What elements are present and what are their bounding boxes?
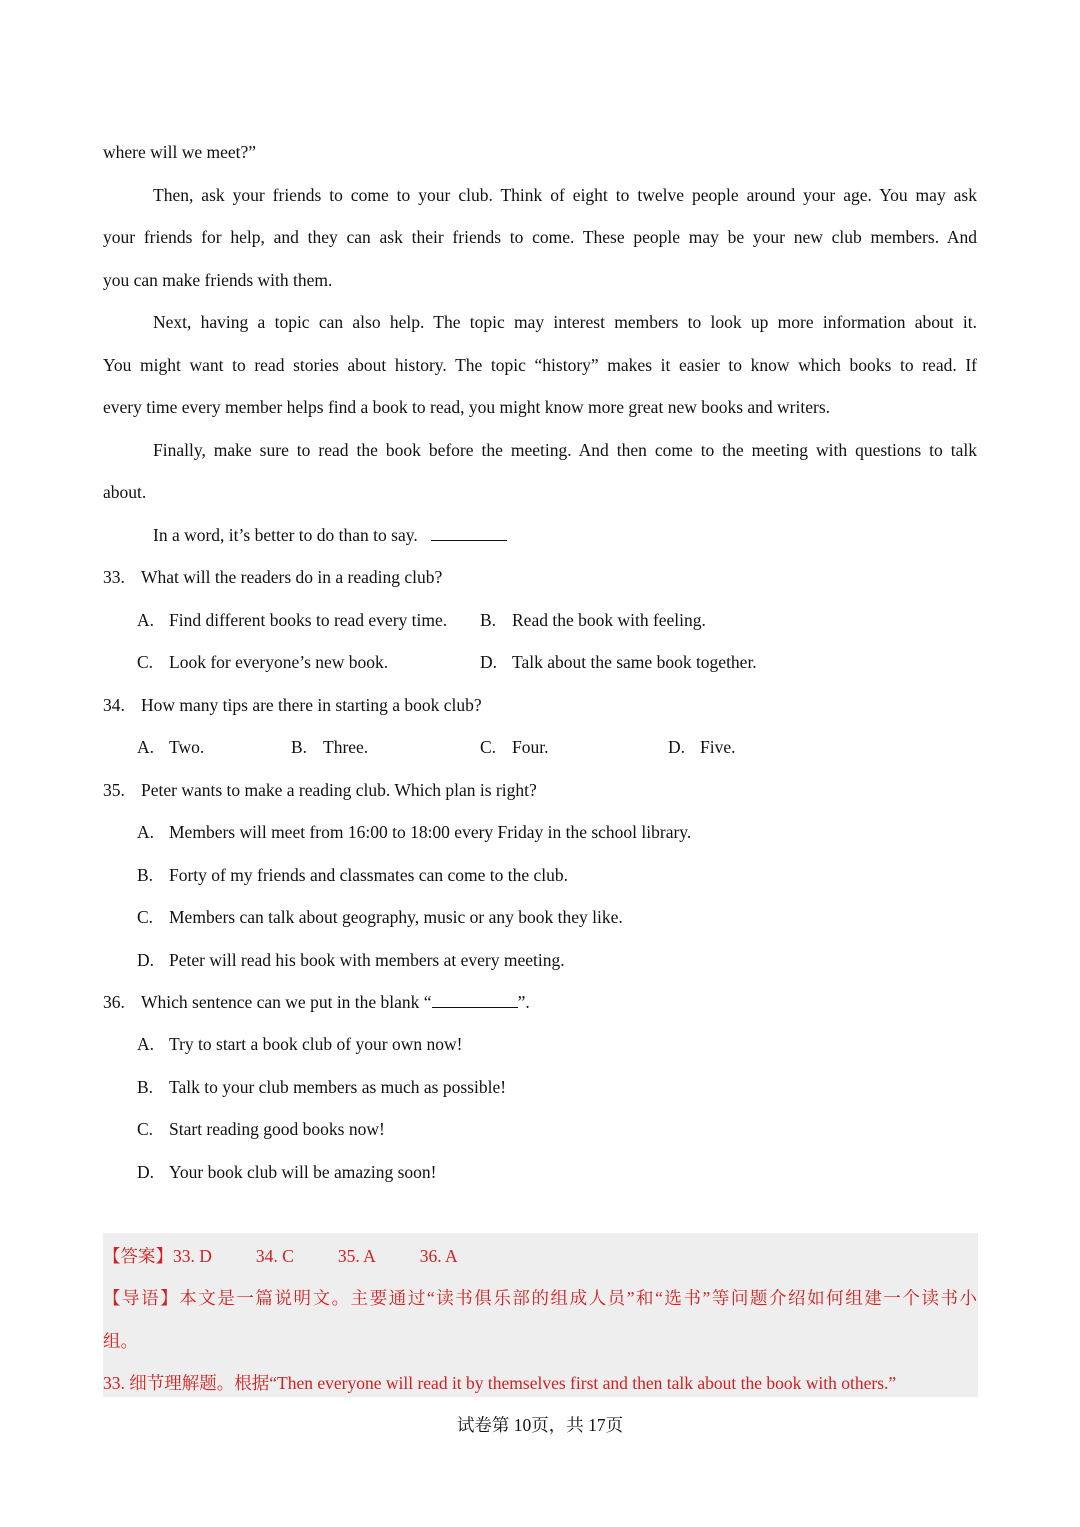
option-letter: D. [137,1162,155,1182]
option-letter: A. [137,737,155,757]
answer-36: 36. A [419,1246,458,1266]
option-text: Talk about the same book together. [512,652,757,672]
question-blank [432,993,518,1008]
explanation-33: 33. 细节理解题。根据“Then everyone will read it by themselves first and then talk about the book with others.” [103,1373,897,1393]
q34-option-b [291,736,368,758]
q34-option-c [480,736,548,758]
option-text: Four. [512,737,549,757]
option-text: Members will meet from 16:00 to 18:00 every Friday in the school library. [169,822,692,842]
question-number: 34. [103,695,125,715]
option-letter: B. [137,1077,154,1097]
answer-blank [431,526,507,541]
option-text: Try to start a book club of your own now! [169,1034,463,1054]
guide-line-1 [103,1287,977,1309]
page-footer: 试卷第 10页，共 17页 [456,1415,624,1435]
option-text: Read the book with feeling. [512,610,706,630]
q36-option-a [137,1033,462,1055]
option-text: Peter will read his book with members at every meeting. [169,950,565,970]
passage-line-9: about. [103,482,147,502]
question-number: 35. [103,780,125,800]
option-letter: C. [480,737,497,757]
passage-closing-sentence: In a word, it’s better to do than to say. [153,525,418,545]
passage-line-3: your friends for help, and they can ask their friends to come. These people may be your new club members. And [103,227,977,247]
q35-option-c [137,906,623,928]
q35-option-d [137,949,565,971]
question-number: 36. [103,992,125,1012]
option-letter: D. [668,737,686,757]
question-number: 33. [103,567,125,587]
answer-key-line [103,1245,458,1267]
q36-option-b [137,1076,506,1098]
q36-option-c [137,1118,385,1140]
answer-34: 34. C [255,1246,294,1266]
question-text: How many tips are there in starting a book club? [141,695,482,715]
option-text: Look for everyone’s new book. [169,652,389,672]
question-text-end: ”. [517,992,530,1012]
question-33 [103,566,442,588]
q34-option-a [137,736,204,758]
passage-line-8: Finally, make sure to read the book before the meeting. And then come to the meeting with questions to talk [153,440,977,460]
option-letter: D. [480,652,498,672]
question-35 [103,779,537,801]
answer-35: 35. A [337,1246,376,1266]
option-letter: A. [137,610,155,630]
option-text: Start reading good books now! [169,1119,385,1139]
question-text: Which sentence can we put in the blank “ [141,992,432,1012]
q33-option-b [480,609,706,631]
option-letter: C. [137,652,154,672]
option-letter: B. [291,737,308,757]
option-text: Forty of my friends and classmates can come to the club. [169,865,568,885]
q34-option-d [668,736,736,758]
q33-option-d [480,651,757,673]
option-letter: C. [137,1119,154,1139]
passage-line-4: you can make friends with them. [103,270,333,290]
option-letter: D. [137,950,155,970]
question-36 [103,991,530,1013]
option-letter: B. [137,865,154,885]
option-text: Find different books to read every time. [169,610,448,630]
question-34 [103,694,482,716]
passage-line-10 [153,524,507,546]
option-text: Two. [169,737,205,757]
answer-label: 【答案】 [103,1246,173,1266]
option-text: Your book club will be amazing soon! [169,1162,437,1182]
passage-line-6: You might want to read stories about history. The topic “history” makes it easier to know which books to read. If [103,355,977,375]
q35-option-b [137,864,568,886]
passage-line-2: Then, ask your friends to come to your club. Think of eight to twelve people around your age. You may ask [153,185,977,205]
option-letter: B. [480,610,497,630]
q33-option-c [137,651,388,673]
option-text: Members can talk about geography, music or any book they like. [169,907,623,927]
question-text: What will the readers do in a reading club? [141,567,443,587]
option-text: Talk to your club members as much as possible! [169,1077,507,1097]
q35-option-a [137,821,691,843]
option-text: Three. [323,737,369,757]
passage-line-5: Next, having a topic can also help. The topic may interest members to look up more information about it. [153,312,977,332]
q36-option-d [137,1161,437,1183]
option-letter: A. [137,822,155,842]
option-letter: C. [137,907,154,927]
option-text: Five. [700,737,736,757]
passage-line-1: where will we meet?” [103,142,257,162]
q33-option-a [137,609,447,631]
answer-33: 33. D [173,1246,212,1266]
passage-line-7: every time every member helps find a book to read, you might know more great new books and writers. [103,397,831,417]
option-letter: A. [137,1034,155,1054]
question-text: Peter wants to make a reading club. Which plan is right? [141,780,537,800]
guide-text: 本文是一篇说明文。主要通过“读书俱乐部的组成人员”和“选书”等问题介绍如何组建一个读书小 [179,1288,978,1308]
guide-label: 【导语】 [103,1288,180,1308]
guide-line-2: 组。 [103,1331,138,1351]
